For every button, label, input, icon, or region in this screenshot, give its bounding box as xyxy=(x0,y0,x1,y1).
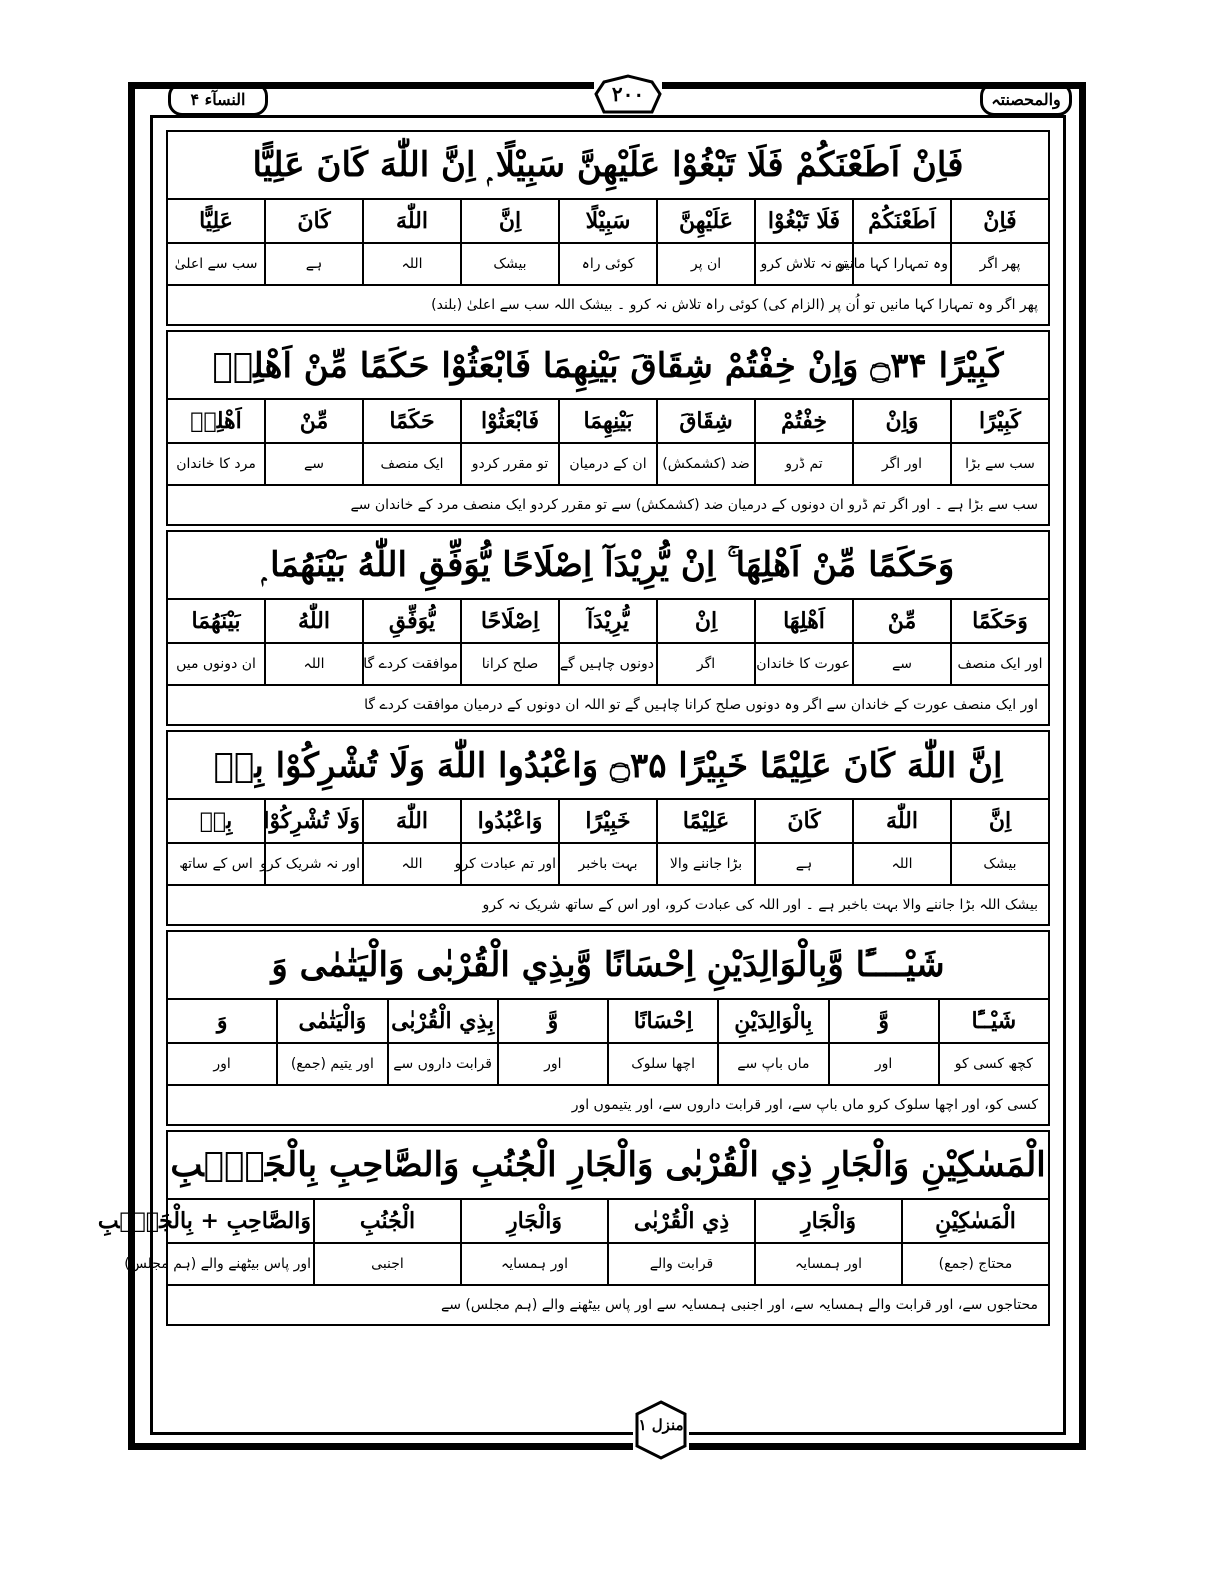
arabic-word-cell: سَبِيْلًا xyxy=(559,199,657,243)
arabic-word-cell: اَطَعْنَكُمْ xyxy=(853,199,951,243)
arabic-word-cell: اَهْلِهٖ xyxy=(167,399,265,443)
arabic-word-cell: وَالْجَارِ xyxy=(755,1199,902,1243)
arabic-word-cell: اِنْ xyxy=(657,599,755,643)
manzil-text: منزل ۱ xyxy=(638,1416,684,1434)
arabic-verse-line: وَحَكَمًا مِّنْ اَهْلِهَا ۚ اِنْ يُّرِيْدَآ اِصْلَاحًا يُّوَفِّقِ اللّٰهُ بَيْنَهُمَا ۭ xyxy=(166,530,1050,598)
urdu-meaning-cell: ان دونوں میں xyxy=(167,643,265,685)
arabic-word-cell: وَّ xyxy=(498,999,608,1043)
arabic-words-row xyxy=(167,599,1049,643)
urdu-meaning-cell: بیشک xyxy=(951,843,1049,885)
urdu-meaning-cell: صلح کرانا xyxy=(461,643,559,685)
urdu-meaning-cell: دونوں چاہیں گے xyxy=(559,643,657,685)
urdu-meaning-cell: تو مقرر کردو xyxy=(461,443,559,485)
urdu-meaning-cell: سب سے بڑا xyxy=(951,443,1049,485)
page-number-badge xyxy=(594,74,662,114)
arabic-words-row xyxy=(167,399,1049,443)
urdu-meaning-cell: اور xyxy=(167,1043,277,1085)
urdu-translation-line: محتاجوں سے، اور قرابت والے ہمسایہ سے، اور اجنبی ہمسایہ سے اور پاس بیٹھنے والے (ہم مجلس) سے xyxy=(166,1286,1050,1326)
arabic-word-cell: وَالْجَارِ xyxy=(461,1199,608,1243)
urdu-translation-line: پھر اگر وہ تمہارا کہا مانیں تو اُن پر (الزام کی) کوئی راہ تلاش نہ کرو ۔ بیشک اللہ سب سے اعلیٰ (بلند) xyxy=(166,286,1050,326)
urdu-meaning-cell: قرابت داروں سے xyxy=(388,1043,498,1085)
arabic-word-cell: حَكَمًا xyxy=(363,399,461,443)
urdu-meanings-row xyxy=(167,443,1049,485)
arabic-word-cell: اِحْسَانًا xyxy=(608,999,718,1043)
urdu-meaning-cell: اور ہمسایہ xyxy=(461,1243,608,1285)
urdu-translation-line: بیشک اللہ بڑا جاننے والا بہت باخبر ہے ۔ اور اللہ کی عبادت کرو، اور اس کے ساتھ شریک نہ کرو xyxy=(166,886,1050,926)
arabic-word-cell: بِذِي الْقُرْبٰى xyxy=(388,999,498,1043)
urdu-meaning-cell: سے xyxy=(853,643,951,685)
arabic-word-cell: اِنَّ xyxy=(951,799,1049,843)
word-by-word-table xyxy=(166,398,1050,486)
urdu-meaning-cell: کوئی راہ xyxy=(559,243,657,285)
arabic-word-cell: وَاِنْ xyxy=(853,399,951,443)
urdu-meaning-cell: عورت کا خاندان xyxy=(755,643,853,685)
arabic-verse-line: الْمَسٰكِيْنِ وَالْجَارِ ذِي الْقُرْبٰى وَالْجَارِ الْجُنُبِ وَالصَّاحِبِ بِالْجَنْۢبِ xyxy=(166,1130,1050,1198)
arabic-words-row xyxy=(167,199,1049,243)
arabic-word-cell: عَلِيًّا xyxy=(167,199,265,243)
arabic-word-cell: وَاعْبُدُوا xyxy=(461,799,559,843)
urdu-meaning-cell: تم ڈرو xyxy=(755,443,853,485)
urdu-meaning-cell: پھر اگر xyxy=(951,243,1049,285)
urdu-meaning-cell: اگر xyxy=(657,643,755,685)
verse-block xyxy=(166,930,1050,1126)
word-by-word-table xyxy=(166,598,1050,686)
urdu-meaning-cell: اور xyxy=(498,1043,608,1085)
arabic-word-cell: الْمَسٰكِيْنِ xyxy=(902,1199,1049,1243)
verse-block xyxy=(97,1130,1050,1326)
urdu-meaning-cell: اور xyxy=(829,1043,939,1085)
urdu-meaning-cell: اللہ xyxy=(363,243,461,285)
word-by-word-table xyxy=(97,1198,1050,1286)
urdu-meaning-cell: اللہ xyxy=(265,643,363,685)
arabic-word-cell: الْجُنُبِ xyxy=(314,1199,461,1243)
urdu-meaning-cell: محتاج (جمع) xyxy=(902,1243,1049,1285)
page-number: ۲۰۰ xyxy=(611,82,645,106)
arabic-words-row xyxy=(167,1199,1049,1243)
urdu-meaning-cell: سب سے اعلیٰ xyxy=(167,243,265,285)
urdu-meaning-cell: قرابت والے xyxy=(608,1243,755,1285)
arabic-word-cell: ذِي الْقُرْبٰى xyxy=(608,1199,755,1243)
arabic-word-cell: وَ xyxy=(167,999,277,1043)
urdu-translation-line: کسی کو، اور اچھا سلوک کرو ماں باپ سے، اور قرابت داروں سے، اور یتیموں اور xyxy=(166,1086,1050,1126)
urdu-meaning-cell: اجنبی xyxy=(314,1243,461,1285)
arabic-word-cell: اِنَّ xyxy=(461,199,559,243)
arabic-word-cell: اَهْلِهَا xyxy=(755,599,853,643)
verse-block xyxy=(166,530,1050,726)
arabic-word-cell: خَبِيْرًا xyxy=(559,799,657,843)
arabic-word-cell: فَلَا تَبْغُوْا xyxy=(755,199,853,243)
surah-label: النسآء ۴ xyxy=(168,82,268,116)
urdu-meaning-cell: مرد کا خاندان xyxy=(167,443,265,485)
arabic-word-cell: مِّنْ xyxy=(853,599,951,643)
urdu-meaning-cell: اس کے ساتھ xyxy=(167,843,265,885)
urdu-meaning-cell: اور ایک منصف xyxy=(951,643,1049,685)
arabic-verse-line: شَيْــــًٔا وَّبِالْوَالِدَيْنِ اِحْسَانًا وَّبِذِي الْقُرْبٰى وَالْيَتٰمٰى وَ xyxy=(166,930,1050,998)
urdu-meanings-row xyxy=(167,243,1049,285)
word-by-word-table xyxy=(166,998,1050,1086)
arabic-word-cell: مِّنْ xyxy=(265,399,363,443)
verse-block xyxy=(166,130,1050,326)
page-content xyxy=(97,130,1050,1330)
urdu-meaning-cell: ایک منصف xyxy=(363,443,461,485)
urdu-meanings-row xyxy=(167,843,1049,885)
urdu-meaning-cell: اور تم عبادت کرو xyxy=(461,843,559,885)
arabic-word-cell: اِصْلَاحًا xyxy=(461,599,559,643)
arabic-word-cell: وَحَكَمًا xyxy=(951,599,1049,643)
urdu-meaning-cell: بڑا جاننے والا xyxy=(657,843,755,885)
arabic-word-cell: يُّرِيْدَآ xyxy=(559,599,657,643)
arabic-word-cell: وَّ xyxy=(829,999,939,1043)
urdu-meaning-cell: اللہ xyxy=(853,843,951,885)
urdu-meaning-cell: اور اگر xyxy=(853,443,951,485)
urdu-meaning-cell: ان پر xyxy=(657,243,755,285)
arabic-word-cell: كَانَ xyxy=(265,199,363,243)
manzil-badge xyxy=(633,1400,689,1460)
urdu-meaning-cell: تو نہ تلاش کرو xyxy=(755,243,853,285)
urdu-meaning-cell: ماں باپ سے xyxy=(718,1043,828,1085)
urdu-translation-line: اور ایک منصف عورت کے خاندان سے اگر وہ دونوں صلح کرانا چاہیں گے تو اللہ ان دونوں کے درمیان موافقت کردے گا xyxy=(166,686,1050,726)
urdu-meaning-cell: اور ہمسایہ xyxy=(755,1243,902,1285)
urdu-meaning-cell: وہ تمہارا کہا مانیں xyxy=(853,243,951,285)
arabic-word-cell: بِالْوَالِدَيْنِ xyxy=(718,999,828,1043)
urdu-meaning-cell: کچھ کسی کو xyxy=(939,1043,1049,1085)
arabic-word-cell: شِقَاقَ xyxy=(657,399,755,443)
urdu-meaning-cell: بیشک xyxy=(461,243,559,285)
arabic-word-cell: اللّٰهُ xyxy=(265,599,363,643)
urdu-translation-line: سب سے بڑا ہے ۔ اور اگر تم ڈرو ان دونوں کے درمیان ضد (کشمکش) سے تو مقرر کردو ایک منصف مرد کے خاندان سے xyxy=(166,486,1050,526)
arabic-word-cell: عَلَيْهِنَّ xyxy=(657,199,755,243)
urdu-meaning-cell: ضد (کشمکش) xyxy=(657,443,755,485)
urdu-meaning-cell: اللہ xyxy=(363,843,461,885)
arabic-word-cell: خِفْتُمْ xyxy=(755,399,853,443)
arabic-word-cell: عَلِيْمًا xyxy=(657,799,755,843)
urdu-meaning-cell: اور یتیم (جمع) xyxy=(277,1043,387,1085)
urdu-meaning-cell: اچھا سلوک xyxy=(608,1043,718,1085)
arabic-word-cell: اللّٰهَ xyxy=(853,799,951,843)
verse-block xyxy=(166,730,1050,926)
arabic-verse-line: اِنَّ اللّٰهَ كَانَ عَلِيْمًا خَبِيْرًا ۝۳۵ وَاعْبُدُوا اللّٰهَ وَلَا تُشْرِكُوْا بِهٖ xyxy=(166,730,1050,798)
urdu-meaning-cell: ہے xyxy=(265,243,363,285)
arabic-word-cell: فَاِنْ xyxy=(951,199,1049,243)
urdu-meaning-cell: ان کے درمیان xyxy=(559,443,657,485)
arabic-word-cell: بِهٖ xyxy=(167,799,265,843)
arabic-word-cell: كَبِيْرًا xyxy=(951,399,1049,443)
urdu-meanings-row xyxy=(167,1043,1049,1085)
arabic-word-cell: شَيْــًٔا xyxy=(939,999,1049,1043)
urdu-meaning-cell: اور پاس بیٹھنے والے (ہم مجلس) xyxy=(167,1243,314,1285)
arabic-word-cell: بَيْنَهُمَا xyxy=(167,599,265,643)
urdu-meanings-row xyxy=(167,643,1049,685)
urdu-meaning-cell: بہت باخبر xyxy=(559,843,657,885)
arabic-words-row xyxy=(167,799,1049,843)
word-by-word-table xyxy=(166,798,1050,886)
juz-label: والمحصنتہ xyxy=(980,82,1072,116)
arabic-word-cell: كَانَ xyxy=(755,799,853,843)
arabic-words-row xyxy=(167,999,1049,1043)
urdu-meanings-row xyxy=(167,1243,1049,1285)
word-by-word-table xyxy=(166,198,1050,286)
urdu-meaning-cell: سے xyxy=(265,443,363,485)
arabic-word-cell: بَيْنِهِمَا xyxy=(559,399,657,443)
arabic-word-cell: فَابْعَثُوْا xyxy=(461,399,559,443)
arabic-word-cell: اللّٰهَ xyxy=(363,199,461,243)
urdu-meaning-cell: ہے xyxy=(755,843,853,885)
urdu-meaning-cell: موافقت کردے گا xyxy=(363,643,461,685)
arabic-word-cell: وَالْيَتٰمٰى xyxy=(277,999,387,1043)
arabic-word-cell: وَلَا تُشْرِكُوْا xyxy=(265,799,363,843)
arabic-verse-line: فَاِنْ اَطَعْنَكُمْ فَلَا تَبْغُوْا عَلَيْهِنَّ سَبِيْلًا ۭ اِنَّ اللّٰهَ كَانَ عَلِيًّا xyxy=(166,130,1050,198)
arabic-word-cell: اللّٰهَ xyxy=(363,799,461,843)
arabic-verse-line: كَبِيْرًا ۝۳۴ وَاِنْ خِفْتُمْ شِقَاقَ بَيْنِهِمَا فَابْعَثُوْا حَكَمًا مِّنْ اَهْلِهٖ xyxy=(166,330,1050,398)
arabic-word-cell: وَالصَّاحِبِ + بِالْجَنْۢبِ xyxy=(167,1199,314,1243)
verse-block xyxy=(166,330,1050,526)
urdu-meaning-cell: اور نہ شریک کرو xyxy=(265,843,363,885)
arabic-word-cell: يُّوَفِّقِ xyxy=(363,599,461,643)
